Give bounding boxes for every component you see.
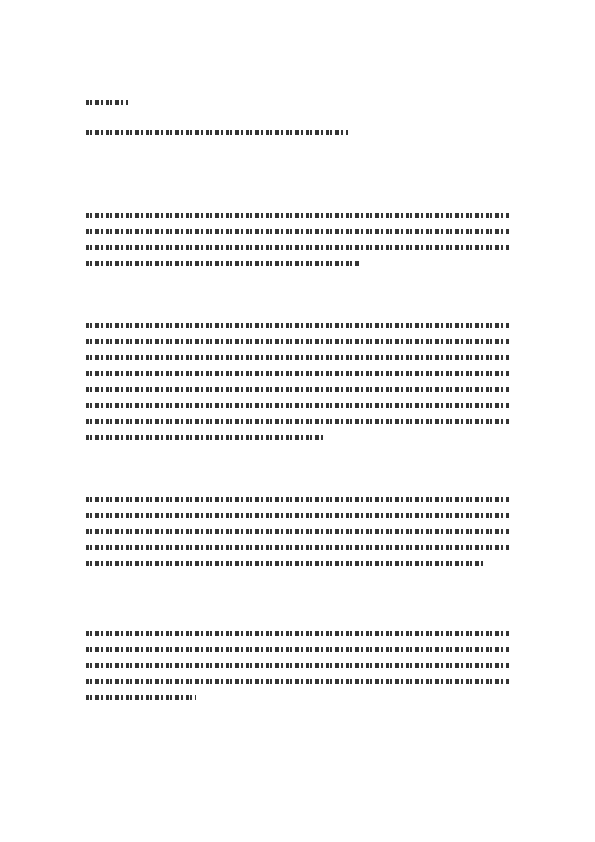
text-line	[86, 647, 510, 652]
text-line	[86, 323, 510, 328]
text-line	[86, 403, 510, 408]
text-line	[86, 513, 510, 518]
text-line	[86, 261, 361, 266]
document-subtitle	[86, 130, 348, 135]
text-line	[86, 497, 510, 502]
text-line	[86, 229, 510, 234]
text-line	[86, 695, 196, 700]
text-line	[86, 545, 510, 550]
text-line	[86, 387, 510, 392]
text-line	[86, 529, 510, 534]
text-line	[86, 245, 510, 250]
text-line	[86, 339, 510, 344]
text-line	[86, 435, 324, 440]
text-line	[86, 561, 484, 566]
header-label	[86, 100, 128, 105]
text-line	[86, 371, 510, 376]
text-line	[86, 631, 510, 636]
text-line	[86, 419, 510, 424]
text-line	[86, 355, 510, 360]
text-line	[86, 663, 510, 668]
text-line	[86, 679, 510, 684]
text-line	[86, 213, 510, 218]
